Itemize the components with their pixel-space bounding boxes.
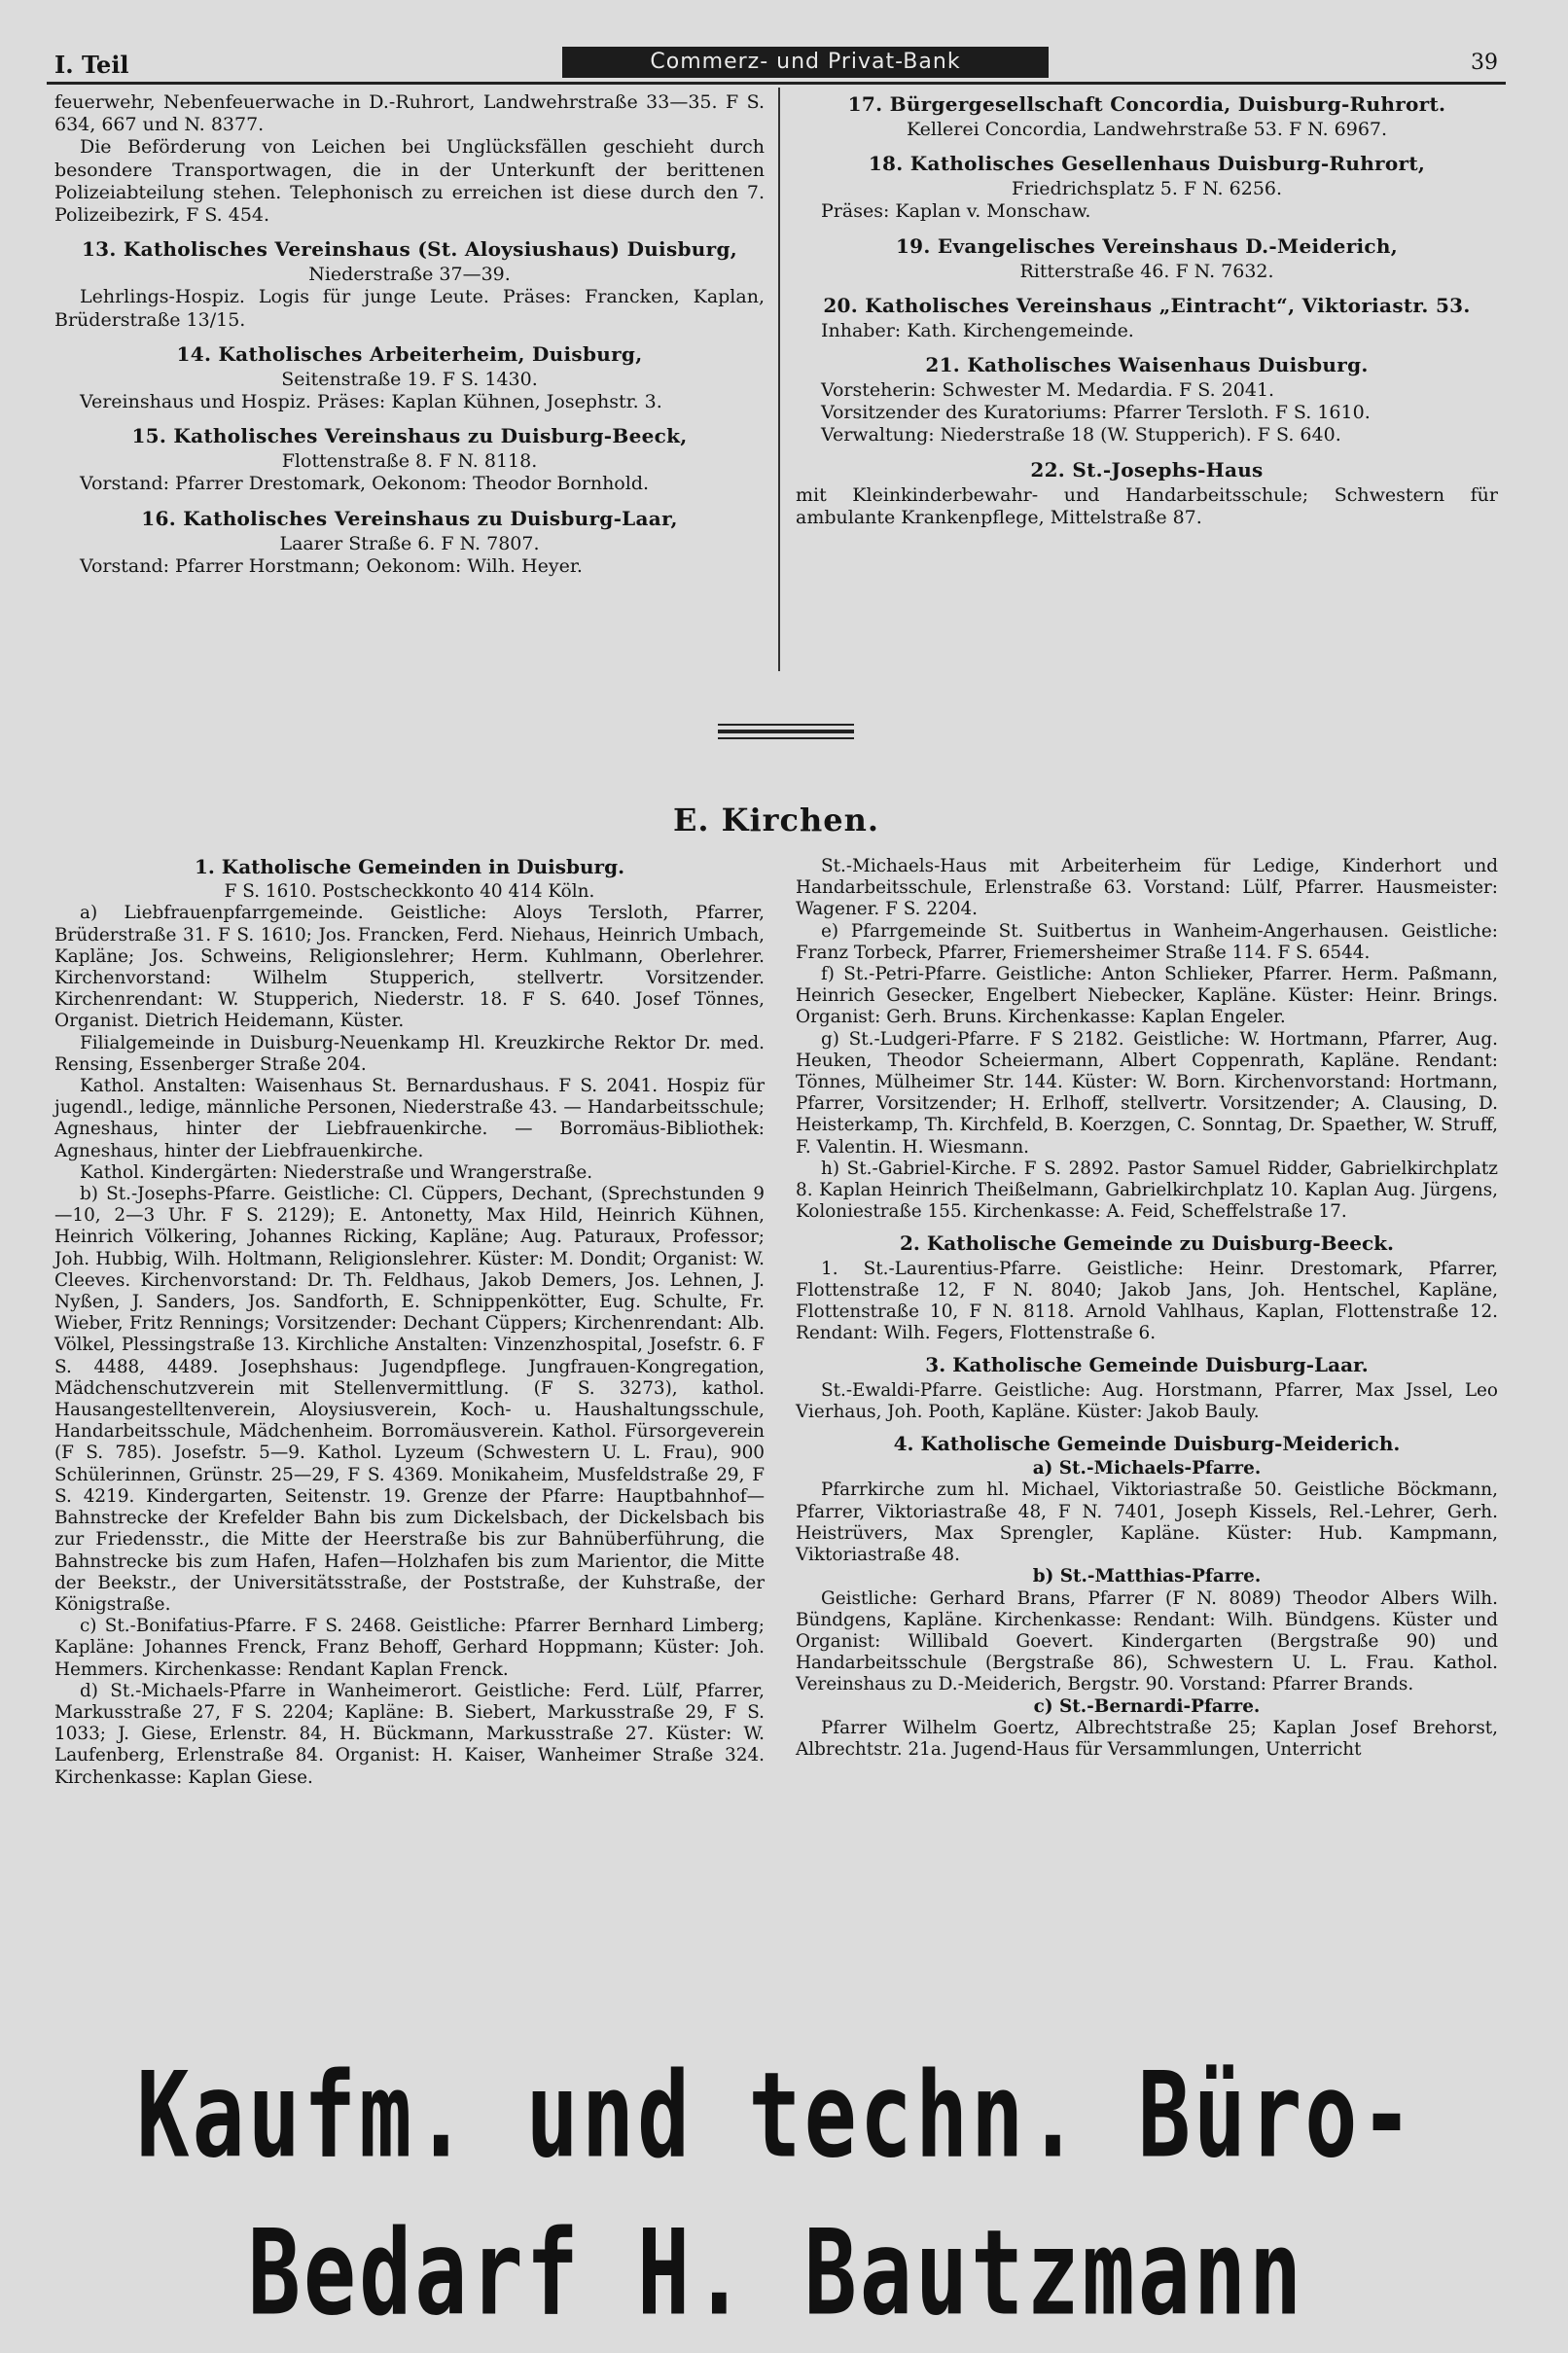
body-paragraph: 1. St.-Laurentius-Pfarre. Geistliche: Heinr. Drestomark, Pfarrer, Flottenstraße 12, F N. 8040; Jakob Jans, Joh. Hentschel, Kapläne, Flottenstraße 10, F N. 8118. Arnold Vahlhaus, Kaplan, Flottenstraße 12. Rendant: Wilh. Fegers, Flottenstraße 6.: [796, 1258, 1498, 1344]
entry-title: 14. Katholisches Arbeiterheim, Duisburg,: [176, 341, 643, 366]
advertisement-banner: Kaufm. und techn. Büro-Bedarf H. Bautzmann: [136, 2047, 1416, 2343]
entry-line: Vorsteherin: Schwester M. Medardia. F S. 2041.: [821, 379, 1275, 402]
body-paragraph: St.-Ewaldi-Pfarre. Geistliche: Aug. Horstmann, Pfarrer, Max Jssel, Leo Vierhaus, Joh. Pooth, Kapläne. Küster: Jakob Bauly.: [796, 1379, 1498, 1422]
body-paragraph: Kathol. Anstalten: Waisenhaus St. Bernardushaus. F S. 2041. Hospiz für jugendl., ledige, männliche Personen, Niederstraße 43. — Handarbeitsschule; Agneshaus, hinter der Liebfrauenkirche. — Borromäus-Bibliothek: Agneshaus, hinter der Liebfrauenkirche.: [54, 1076, 765, 1161]
page: [47, 43, 1506, 2343]
body-paragraph: d) St.-Michaels-Pfarre in Wanheimerort. Geistliche: Ferd. Lülf, Pfarrer, Markusstraße 27, F S. 2204; Kapläne: B. Siebert, Markusstraße 29, F S. 1033; J. Giese, Erlenstr. 84, H. Bückmann, Markusstraße 27. Küster: W. Laufenberg, Erlenstraße 84. Organist: H. Kaiser, Wanheimer Straße 324. Kirchenkasse: Kaplan Giese.: [54, 1680, 765, 1788]
body-paragraph: f) St.-Petri-Pfarre. Geistliche: Anton Schlieker, Pfarrer. Herm. Paßmann, Heinrich Gesecker, Engelbert Niebecker, Kapläne. Küster: Heinr. Brings. Organist: Gerh. Bruns. Kirchenkasse: Kaplan Engeler.: [796, 964, 1498, 1028]
section-heading: 3. Katholische Gemeinde Duisburg-Laar.: [925, 1353, 1369, 1377]
body-paragraph: c) St.-Bonifatius-Pfarre. F S. 2468. Geistliche: Pfarrer Bernhard Limberg; Kapläne: Johannes Frenck, Franz Behoff, Gerhard Hoppmann; Küster: Joh. Hemmers. Kirchenkasse: Rendant Kaplan Frenck.: [54, 1616, 765, 1680]
entry-address: Niederstraße 37—39.: [308, 264, 511, 286]
body-paragraph: Filialgemeinde in Duisburg-Neuenkamp Hl. Kreuzkirche Rektor Dr. med. Rensing, Essenberger Straße 204.: [54, 1032, 765, 1075]
entry-title: 19. Evangelisches Vereinshaus D.-Meiderich,: [895, 233, 1399, 258]
entry-line: Präses: Kaplan v. Monschaw.: [821, 200, 1091, 223]
entry-title: 18. Katholisches Gesellenhaus Duisburg-Ruhrort,: [868, 152, 1426, 176]
section-subheading: F S. 1610. Postscheckkonto 40 414 Köln.: [224, 881, 595, 903]
top-right-column: [796, 91, 1498, 529]
part-label: I. Teil: [54, 51, 129, 79]
entry-text: Lehrlings-Hospiz. Logis für junge Leute. Präses: Francken, Kaplan, Brüderstraße 13/15.: [54, 286, 765, 331]
entry-line: Ritterstraße 46. F N. 7632.: [1019, 260, 1274, 282]
page-header: [47, 43, 1506, 80]
entry-title: 22. St.-Josephs-Haus: [1030, 457, 1264, 481]
column-divider: [778, 88, 780, 671]
intro-paragraph: feuerwehr, Nebenfeuerwache in D.-Ruhrort, Landwehrstraße 33—35. F S. 634, 667 und N. 8377.: [54, 91, 765, 136]
body-paragraph: e) Pfarrgemeinde St. Suitbertus in Wanheim-Angerhausen. Geistliche: Franz Torbeck, Pfarrer, Friemersheimer Straße 114. F S. 6544.: [796, 920, 1498, 963]
body-paragraph: g) St.-Ludgeri-Pfarre. F S 2182. Geistliche: W. Hortmann, Pfarrer, Aug. Heuken, Theodor Scheiermann, Albert Coppenrath, Kapläne. Rendant: Tönnes, Mülheimer Str. 144. Küster: W. Born. Kirchenvorstand: Hortmann, Pfarrer, Vorsitzender; H. Erlhoff, stellvertr. Vorsitzender; A. Clausing, D. Heisterkamp, Th. Kirchfeld, B. Koerzgen, C. Sonntag, Dr. Spaether, W. Struff, F. Valentin. H. Wiesmann.: [796, 1028, 1498, 1158]
body-paragraph: Pfarrer Wilhelm Goertz, Albrechtstraße 25; Kaplan Josef Brehorst, Albrechtstr. 21a. Jugend-Haus für Versammlungen, Unterricht: [796, 1717, 1498, 1760]
entry-address: Seitenstraße 19. F S. 1430.: [281, 368, 538, 390]
subsection-heading: a) St.-Michaels-Pfarre.: [1032, 1458, 1262, 1480]
entry-title: 16. Katholisches Vereinshaus zu Duisburg-Laar,: [141, 506, 678, 530]
section-title: E. Kirchen.: [672, 802, 879, 838]
body-paragraph: a) Liebfrauenpfarrgemeinde. Geistliche: Aloys Tersloth, Pfarrer, Brüderstraße 31. F S. 1610; Jos. Francken, Ferd. Niehaus, Heinrich Umbach, Kapläne; Jos. Schweins, Religionslehrer; Herm. Kuhlmann, Oberlehrer. Kirchenvorstand: Wilhelm Stupperich, stellvertr. Vorsitzender. Kirchenrendant: W. Stupperich, Niederstr. 18. F S. 640. Josef Tönnes, Organist. Dietrich Heidemann, Küster.: [54, 903, 765, 1032]
header-rule: [47, 82, 1506, 85]
entry-text: Vorstand: Pfarrer Drestomark, Oekonom: Theodor Bornhold.: [80, 473, 650, 495]
body-paragraph: h) St.-Gabriel-Kirche. F S. 2892. Pastor Samuel Ridder, Gabrielkirchplatz 8. Kaplan Heinrich Theißelmann, Gabrielkirchplatz 10. Kaplan Aug. Jürgens, Koloniestraße 155. Kirchenkasse: A. Feid, Scheffelstraße 17.: [796, 1158, 1498, 1223]
entry-line: mit Kleinkinderbewahr- und Handarbeitsschule; Schwestern für ambulante Krankenpflege, Mittelstraße 87.: [796, 483, 1498, 528]
section-heading: 4. Katholische Gemeinde Duisburg-Meiderich.: [893, 1432, 1401, 1456]
top-left-column: [54, 91, 765, 578]
entry-title: 13. Katholisches Vereinshaus (St. Aloysiushaus) Duisburg,: [81, 237, 738, 262]
entry-text: Vorstand: Pfarrer Horstmann; Oekonom: Wilh. Heyer.: [80, 554, 583, 577]
body-paragraph: b) St.-Josephs-Pfarre. Geistliche: Cl. Cüppers, Dechant, (Sprechstunden 9—10, 2—3 Uhr. F S. 2129); E. Antonetty, Max Hild, Heinrich Kühnen, Heinrich Völkering, Johannes Ricking, Kapläne; Aug. Paturaux, Professor; Joh. Hubbig, Wilh. Holtmann, Religionslehrer. Küster: M. Dondit; Organist: W. Cleeves. Kirchenvorstand: Dr. Th. Feldhaus, Jakob Demers, Jos. Lehnen, J. Nyßen, J. Sanders, Jos. Sandforth, E. Schnippenkötter, Eug. Schulte, Fr. Wieber, Fritz Rennings; Vorsitzender: Dechant Cüppers; Kirchenrendant: Alb. Völkel, Plessingstraße 13. Kirchliche Anstalten: Vinzenzhospital, Josefstr. 6. F S. 4488, 4489. Josephshaus: Jugendpflege. Jungfrauen-Kongregation, Mädchenschutzverein mit Stellenvermittlung. (F S. 3273), kathol. Hausangestelltenverein, Aloysiusverein, Koch- u. Haushaltungsschule, Handarbeitsschule, Mädchenheim. Borromäusverein. Kathol. Fürsorgeverein (F S. 785). Josefstr. 5—9. Kathol. Lyzeum (Schwestern U. L. Frau), 900 Schülerinnen, Grünstr. 25—29, F S. 4369. Monikaheim, Musfeldstraße 29, F S. 4219. Kindergarten, Seitenstr. 19. Grenze der Pfarre: Hauptbahnhof—Bahnstrecke der Krefelder Bahn bis zum Dickelsbach, der Dickelsbach bis zur Friedensstr., die Mitte der Heerstraße bis zur Bahnüberführung, die Bahnstrecke bis zum Hafen, Hafen—Holzhafen bis zum Marientor, die Mitte der Beekstr., der Universitätsstraße, der Poststraße, der Kuhstraße, der Königstraße.: [54, 1184, 765, 1615]
intro-paragraph: Die Beförderung von Leichen bei Unglücksfällen geschieht durch besondere Transportwagen, die in der Unterkunft der berittenen Polizeiabteilung stehen. Telephonisch zu erreichen ist diese durch den 7. Polizeibezirk, F S. 454.: [54, 136, 765, 227]
entry-line: Vorsitzender des Kuratoriums: Pfarrer Tersloth. F S. 1610.: [821, 402, 1371, 424]
entry-line: Inhaber: Kath. Kirchengemeinde.: [821, 319, 1134, 341]
entry-title: 21. Katholisches Waisenhaus Duisburg.: [925, 353, 1369, 377]
entry-address: Laarer Straße 6. F N. 7807.: [279, 532, 540, 554]
entry-text: Vereinshaus und Hospiz. Präses: Kaplan Kühnen, Josephstr. 3.: [80, 391, 662, 413]
entry-line: Verwaltung: Niederstraße 18 (W. Stupperich). F S. 640.: [821, 424, 1341, 446]
bank-banner: Commerz- und Privat-Bank: [562, 47, 1049, 78]
entry-title: 20. Katholisches Vereinshaus „Eintracht“, Viktoriastr. 53.: [823, 293, 1471, 317]
entry-title: 15. Katholisches Vereinshaus zu Duisburg-Beeck,: [131, 424, 688, 448]
body-paragraph: St.-Michaels-Haus mit Arbeiterheim für Ledige, Kinderhort und Handarbeitsschule, Erlenstraße 63. Vorstand: Lülf, Pfarrer. Hausmeister: Wagener. F S. 2204.: [796, 856, 1498, 920]
body-paragraph: Pfarrkirche zum hl. Michael, Viktoriastraße 50. Geistliche Böckmann, Pfarrer, Viktoriastraße 48, F N. 7401, Joseph Kissels, Rel.-Lehrer, Gerh. Heistrüvers, Max Sprengler, Kapläne. Küster: Hub. Kampmann, Viktoriastraße 48.: [796, 1480, 1498, 1566]
entry-line: Kellerei Concordia, Landwehrstraße 53. F N. 6967.: [906, 119, 1388, 140]
body-paragraph: Kathol. Kindergärten: Niederstraße und Wrangerstraße.: [80, 1161, 593, 1183]
entry-title: 17. Bürgergesellschaft Concordia, Duisburg-Ruhrort.: [847, 92, 1446, 116]
subsection-heading: c) St.-Bernardi-Pfarre.: [1033, 1695, 1261, 1717]
subsection-heading: b) St.-Matthias-Pfarre.: [1032, 1566, 1262, 1587]
entry-line: Friedrichsplatz 5. F N. 6256.: [1011, 178, 1283, 200]
section-separator: [718, 724, 854, 743]
section-heading: 1. Katholische Gemeinden in Duisburg.: [194, 855, 625, 878]
page-number: 39: [1471, 51, 1498, 75]
churches-left-column: [54, 856, 765, 1789]
entry-address: Flottenstraße 8. F N. 8118.: [281, 450, 538, 473]
section-heading: 2. Katholische Gemeinde zu Duisburg-Beeck.: [900, 1231, 1394, 1256]
body-paragraph: Geistliche: Gerhard Brans, Pfarrer (F N. 8089) Theodor Albers Wilh. Bündgens, Kapläne. Kirchenkasse: Rendant: Wilh. Bündgens. Küster und Organist: Willibald Goevert. Kindergarten (Bergstraße 90) und Handarbeitsschule (Bergstraße 86), Schwestern U. L. Frau. Kathol. Vereinshaus zu D.-Meiderich, Bergstr. 90. Vorstand: Pfarrer Brands.: [796, 1587, 1498, 1695]
churches-right-column: [796, 856, 1498, 1761]
